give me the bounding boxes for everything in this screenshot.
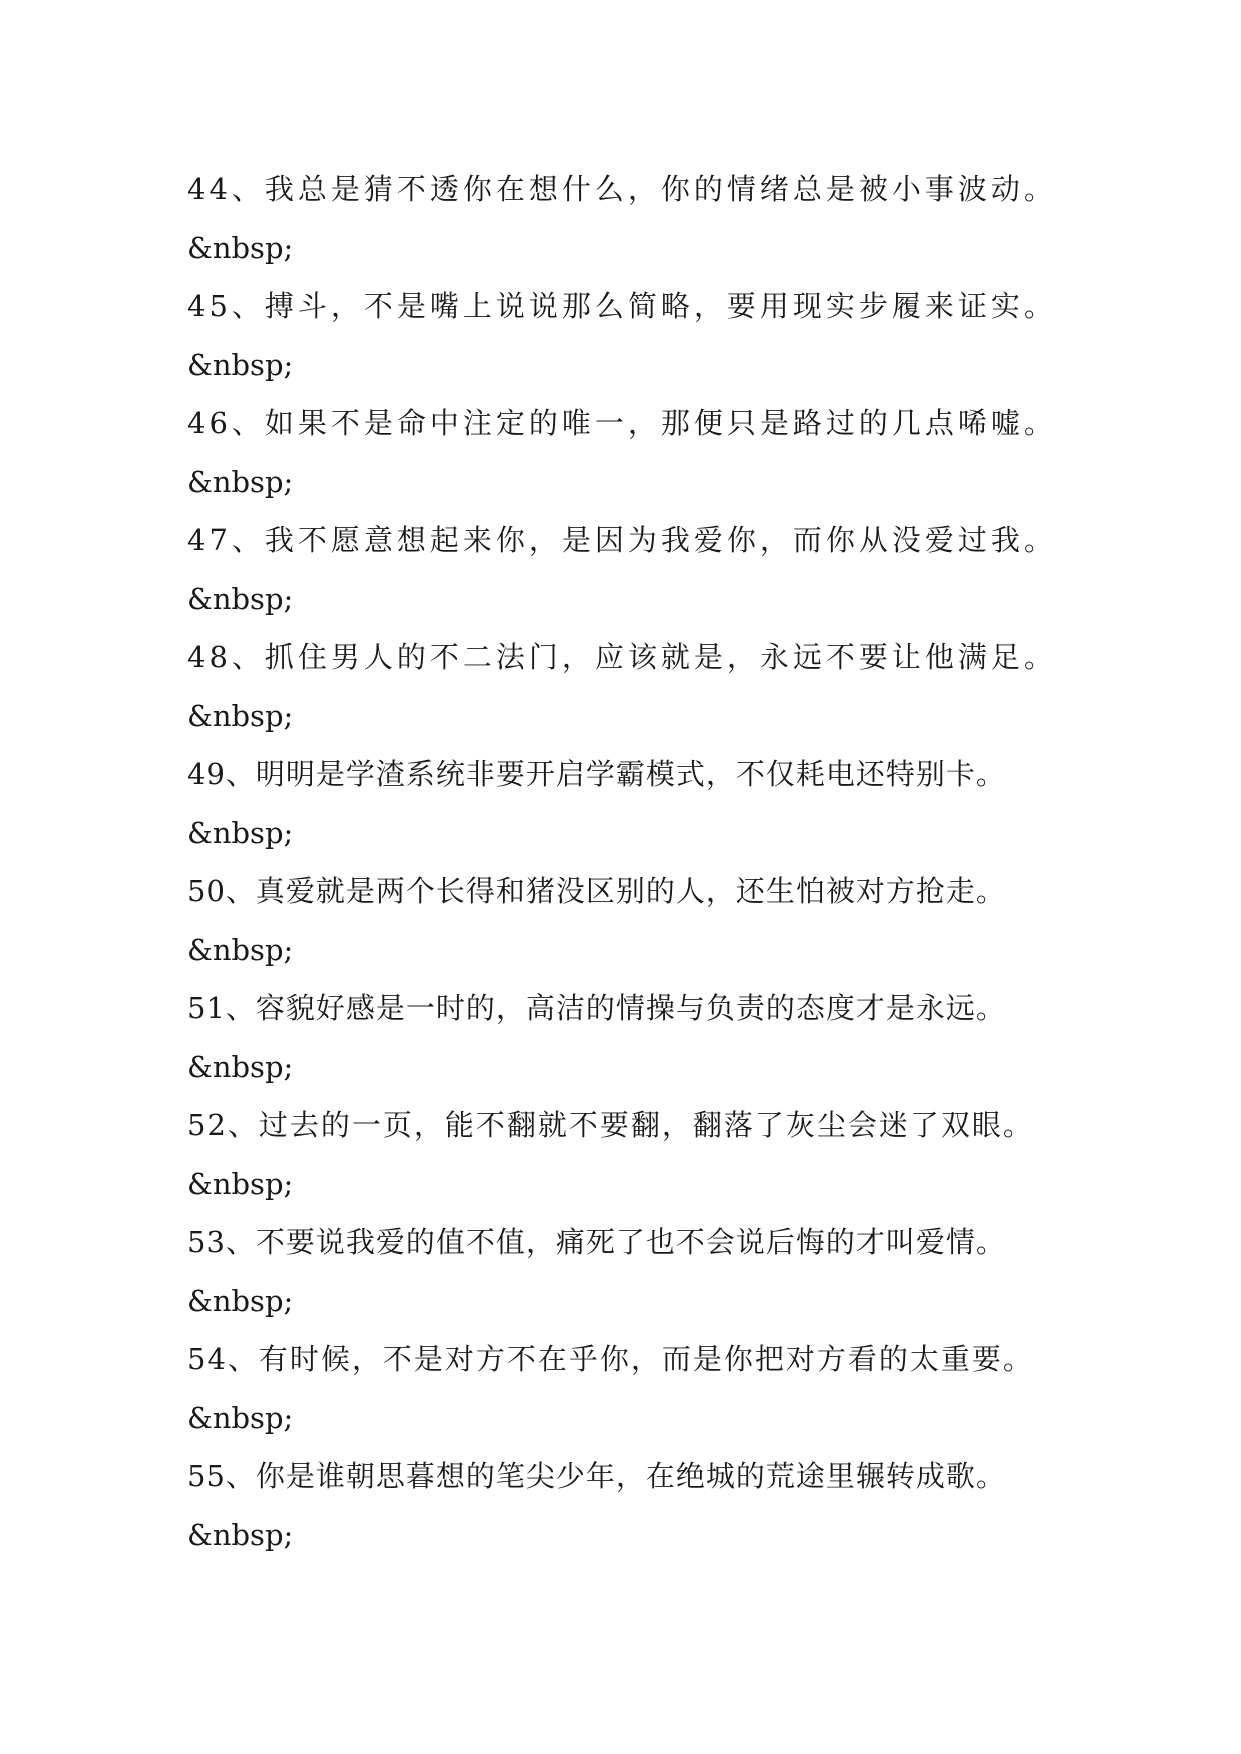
- text-line-55: 55、你是谁朝思暮想的笔尖少年，在绝城的荒途里辗转成歌。: [187, 1459, 1006, 1493]
- nbsp-line: &nbsp;: [187, 581, 294, 616]
- text-line-52: 52、过去的一页，能不翻就不要翻，翻落了灰尘会迷了双眼。: [187, 1108, 1034, 1142]
- text-line-44: 44、我总是猜不透你在想什么，你的情绪总是被小事波动。: [187, 172, 1057, 206]
- text-line-47: 47、我不愿意想起来你，是因为我爱你，而你从没爱过我。: [187, 523, 1057, 557]
- nbsp-line: &nbsp;: [187, 1400, 294, 1435]
- nbsp-line: &nbsp;: [187, 1517, 294, 1552]
- nbsp-line: &nbsp;: [187, 698, 294, 733]
- text-line-48: 48、抓住男人的不二法门，应该就是，永远不要让他满足。: [187, 640, 1057, 674]
- nbsp-line: &nbsp;: [187, 815, 294, 850]
- nbsp-line: &nbsp;: [187, 1166, 294, 1201]
- text-line-53: 53、不要说我爱的值不值，痛死了也不会说后悔的才叫爱情。: [187, 1225, 1006, 1259]
- text-line-54: 54、有时候，不是对方不在乎你，而是你把对方看的太重要。: [187, 1342, 1034, 1376]
- document-body: [187, 160, 1087, 1564]
- text-line-49: 49、明明是学渣系统非要开启学霸模式，不仅耗电还特别卡。: [187, 757, 1006, 791]
- nbsp-line: &nbsp;: [187, 932, 294, 967]
- text-line-46: 46、如果不是命中注定的唯一，那便只是路过的几点唏嘘。: [187, 406, 1057, 440]
- nbsp-line: &nbsp;: [187, 1283, 294, 1318]
- nbsp-line: &nbsp;: [187, 230, 294, 265]
- nbsp-line: &nbsp;: [187, 464, 294, 499]
- nbsp-line: &nbsp;: [187, 1049, 294, 1084]
- nbsp-line: &nbsp;: [187, 347, 294, 382]
- text-line-50: 50、真爱就是两个长得和猪没区别的人，还生怕被对方抢走。: [187, 874, 1006, 908]
- text-line-51: 51、容貌好感是一时的，高洁的情操与负责的态度才是永远。: [187, 991, 1006, 1025]
- text-line-45: 45、搏斗，不是嘴上说说那么简略，要用现实步履来证实。: [187, 289, 1057, 323]
